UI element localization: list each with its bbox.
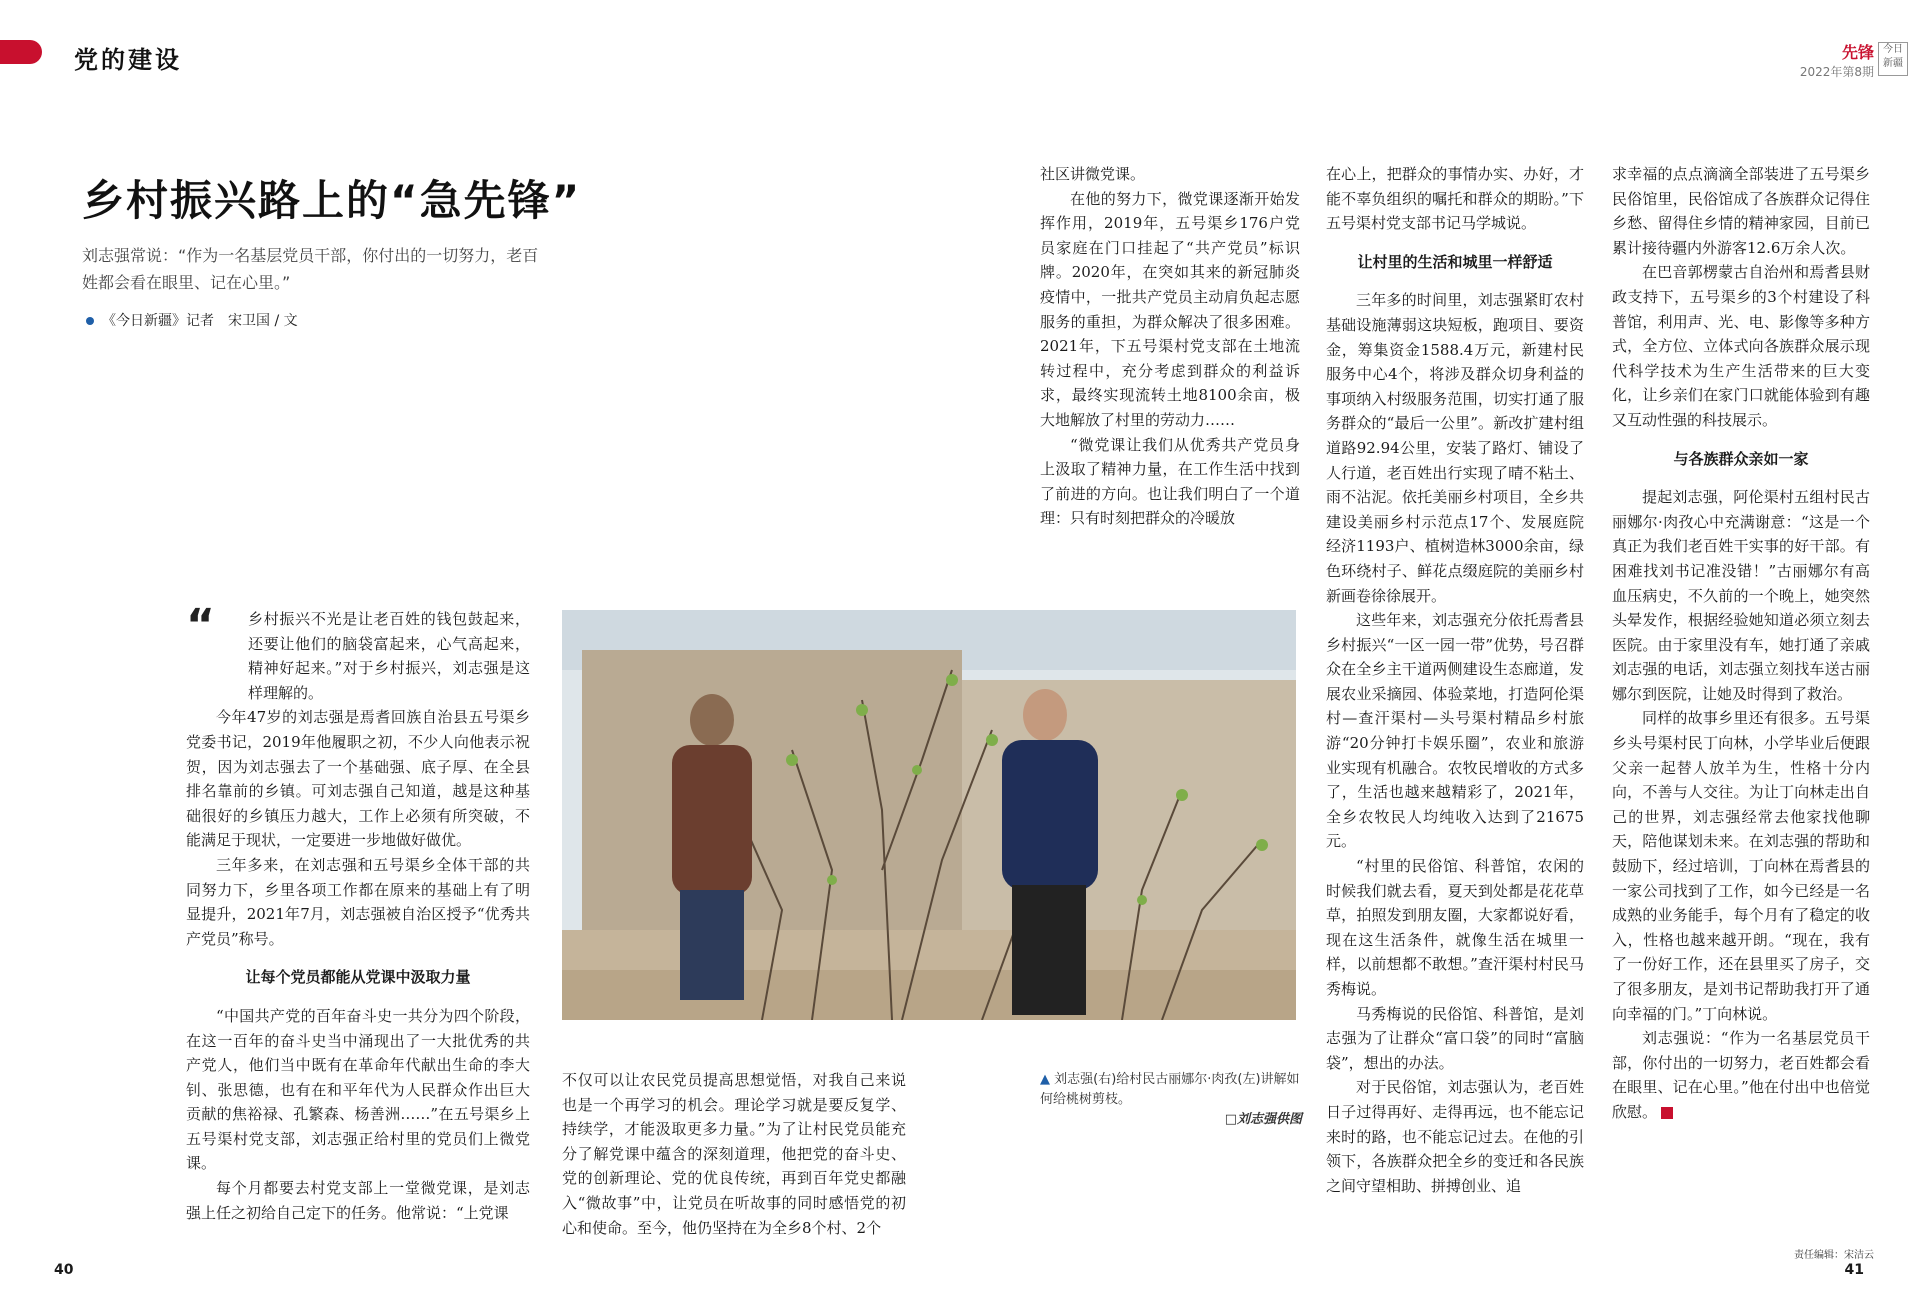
triangle-marker-icon: ▲ bbox=[1040, 1072, 1050, 1087]
paragraph: 这些年来，刘志强充分依托焉耆县乡村振兴“一区一园一带”优势，号召群众在全乡主干道两侧建设生态廊道，发展农业采摘园、体验菜地，打造阿伦渠村—查汗渠村—头号渠村精品乡村旅游“20分钟打卡娱乐圈”，农业和旅游业实现有机融合。农牧民增收的方式多了，生活也越来越精彩了，2021年，全乡农牧民人均纯收入达到了21675元。 bbox=[1326, 611, 1584, 851]
article-title: 乡村振兴路上的“急先锋” bbox=[82, 176, 582, 225]
paragraph: 求幸福的点点滴滴全部装进了五号渠乡民俗馆里，民俗馆成了各族群众记得住乡愁、留得住乡情的精神家园，目前已累计接待疆内外游客12.6万余人次。 bbox=[1612, 165, 1870, 257]
photo-caption bbox=[1040, 1070, 1302, 1130]
paragraph: 对于民俗馆，刘志强认为，老百姓日子过得再好、走得再远，也不能忘记来时的路，也不能忘记过去。在他的引领下，各族群众把全乡的变迁和各民族之间守望相助、拼搏创业、追 bbox=[1326, 1078, 1584, 1195]
paragraph: 三年多来，在刘志强和五号渠乡全体干部的共同努力下，乡里各项工作都在原来的基础上有了明显提升，2021年7月，刘志强被自治区授予“优秀共产党员”称号。 bbox=[186, 855, 530, 948]
closing-text: 刘志强说：“作为一名基层党员干部，你付出的一切努力，老百姓都会看在眼里、记在心里。”他在付出中也倍觉欣慰。 bbox=[1612, 1029, 1870, 1121]
article-lead: 刘志强常说：“作为一名基层党员干部，你付出的一切努力，老百姓都会看在眼里、记在心里。” bbox=[82, 246, 539, 292]
column-1 bbox=[186, 607, 530, 1225]
masthead bbox=[1800, 40, 1908, 80]
paragraph: “微党课让我们从优秀共产党员身上汲取了精神力量，在工作生活中找到了前进的方向。也让我们明白了一个道理：只有时刻把群众的冷暖放 bbox=[1040, 435, 1300, 528]
caption-text: 刘志强(右)给村民古丽娜尔·肉孜(左)讲解如何给桃树剪枝。 bbox=[1040, 1072, 1300, 1107]
paragraph: 不仅可以让农民党员提高思想觉悟，对我自己来说也是一个再学习的机会。理论学习就是要反复学、持续学，才能汲取更多力量。”为了让村民党员能充分了解党课中蕴含的深刻道理，他把党的奋斗史、党的创新理论、党的优良传统，再到百年党史都融入“微故事”中，让党员在听故事的同时感悟党的初心和使命。至今，他仍坚持在为全乡8个村、2个 bbox=[562, 1071, 906, 1237]
paragraph: 乡村振兴不光是让老百姓的钱包鼓起来，还要让他们的脑袋富起来，心气高起来，精神好起来。”对于乡村振兴，刘志强是这样理解的。 bbox=[248, 610, 530, 702]
photo-credit: □刘志强供图 bbox=[1224, 1112, 1302, 1127]
quote-mark-icon: “ bbox=[186, 600, 215, 651]
subheading: 让村里的生活和城里一样舒适 bbox=[1357, 252, 1553, 271]
subheading: 让每个党员都能从党课中汲取力量 bbox=[245, 968, 471, 987]
byline-text: 《今日新疆》记者 宋卫国 / 文 bbox=[102, 313, 298, 329]
article-photo bbox=[562, 610, 1296, 1020]
editor-credit: 责任编辑：宋洁云 bbox=[1794, 1250, 1874, 1261]
paragraph: 三年多的时间里，刘志强紧盯农村基础设施薄弱这块短板，跑项目、要资金，筹集资金1588.4万元，新建村民服务中心4个，将涉及群众切身利益的事项纳入村级服务范围，切实打通了服务群众的“最后一公里”。新改扩建村组道路92.94公里，安装了路灯、铺设了人行道，老百姓出行实现了晴不粘土、雨不沾泥。依托美丽乡村项目，全乡共建设美丽乡村示范点17个、发展庭院经济1193户、植树造林3000余亩，绿色环绕村子、鲜花点缀庭院的美丽乡村新画卷徐徐展开。 bbox=[1326, 291, 1584, 605]
column-2 bbox=[562, 1068, 906, 1240]
paragraph: “村里的民俗馆、科普馆，农闲的时候我们就去看，夏天到处都是花花草草，拍照发到朋友圈，大家都说好看，现在这生活条件，就像生活在城里一样，以前想都不敢想。”查汗渠村村民马秀梅说。 bbox=[1326, 857, 1584, 998]
paragraph bbox=[1612, 1026, 1870, 1124]
column-3 bbox=[1040, 162, 1300, 531]
column-5 bbox=[1612, 162, 1870, 1125]
byline bbox=[86, 310, 298, 330]
end-mark-icon bbox=[1661, 1107, 1673, 1119]
photo-illustration bbox=[562, 610, 1296, 1020]
page-number-right: 41 bbox=[1844, 1262, 1864, 1278]
column-4 bbox=[1326, 162, 1584, 1198]
bullet-dot-icon bbox=[86, 317, 94, 325]
paragraph: “中国共产党的百年奋斗史一共分为四个阶段，在这一百年的奋斗史当中涌现出了一大批优秀的共产党人，他们当中既有在革命年代献出生命的李大钊、张思德，也有在和平年代为人民群众作出巨大贡献的焦裕禄、孔繁森、杨善洲……”在五号渠乡上五号渠村党支部，刘志强正给村里的党员们上微党课。 bbox=[186, 1006, 530, 1173]
magazine-logo: 今日 新疆 bbox=[1878, 42, 1908, 76]
paragraph: 马秀梅说的民俗馆、科普馆，是刘志强为了让群众“富口袋”的同时“富脑袋”，想出的办法。 bbox=[1326, 1004, 1584, 1072]
section-color-tab bbox=[0, 40, 42, 64]
paragraph: 提起刘志强，阿伦渠村五组村民古丽娜尔·肉孜心中充满谢意：“这是一个真正为我们老百姓干实事的好干部。有困难找刘书记准没错！”古丽娜尔有高血压病史，不久前的一个晚上，她突然头晕发作，根据经验她知道必须立刻去医院。由于家里没有车，她打通了亲戚刘志强的电话，刘志强立刻找车送古丽娜尔到医院，让她及时得到了救治。 bbox=[1612, 488, 1870, 703]
paragraph: 在他的努力下，微党课逐渐开始发挥作用，2019年，五号渠乡176户党员家庭在门口挂起了“共产党员”标识牌。2020年，在突如其来的新冠肺炎疫情中，一批共产党员主动肩负起志愿服务的重担，为群众解决了很多困难。2021年，下五号渠村党支部在土地流转过程中，充分考虑到群众的利益诉求，最终实现流转土地8100余亩，极大地解放了村里的劳动力…… bbox=[1040, 189, 1300, 429]
page-number-left: 40 bbox=[54, 1262, 74, 1278]
section-title: 党的建设 bbox=[74, 45, 182, 74]
subheading: 与各族群众亲如一家 bbox=[1673, 449, 1809, 468]
paragraph: 今年47岁的刘志强是焉耆回族自治县五号渠乡党委书记，2019年他履职之初，不少人向他表示祝贺，因为刘志强去了一个基础强、底子厚、在全县排名靠前的乡镇。可刘志强自己知道，越是这种基础很好的乡镇压力越大，工作上必须有所突破，不能满足于现状，一定要进一步地做好做优。 bbox=[186, 708, 530, 850]
magazine-brand: 先锋 bbox=[1841, 43, 1874, 62]
paragraph: 在心上，把群众的事情办实、办好，才能不辜负组织的嘱托和群众的期盼。”下五号渠村党支部书记马学城说。 bbox=[1326, 165, 1584, 233]
paragraph: 每个月都要去村党支部上一堂微党课，是刘志强上任之初给自己定下的任务。他常说：“上党课 bbox=[186, 1179, 530, 1222]
paragraph: 社区讲微党课。 bbox=[1040, 165, 1146, 183]
paragraph: 在巴音郭楞蒙古自治州和焉耆县财政支持下，五号渠乡的3个村建设了科普馆，利用声、光、电、影像等多种方式，全方位、立体式向各族群众展示现代科学技术为生产生活带来的巨大变化，让乡亲们在家门口就能体验到有趣又互动性强的科技展示。 bbox=[1612, 263, 1870, 429]
issue-number: 2022年第8期 bbox=[1799, 65, 1874, 79]
paragraph: 同样的故事乡里还有很多。五号渠乡头号渠村民丁向林，小学毕业后便跟父亲一起替人放羊为生，性格十分内向，不善与人交往。为让丁向林走出自己的世界，刘志强经常去他家找他聊天，陪他谋划未来。在刘志强的帮助和鼓励下，经过培训，丁向林在焉耆县的一家公司找到了工作，如今已经是一名成熟的业务能手，每个月有了稳定的收入，性格也越来越开朗。“现在，我有了一份好工作，还在县里买了房子，交了很多朋友，是刘书记帮助我打开了通向幸福的门。”丁向林说。 bbox=[1612, 709, 1870, 1023]
